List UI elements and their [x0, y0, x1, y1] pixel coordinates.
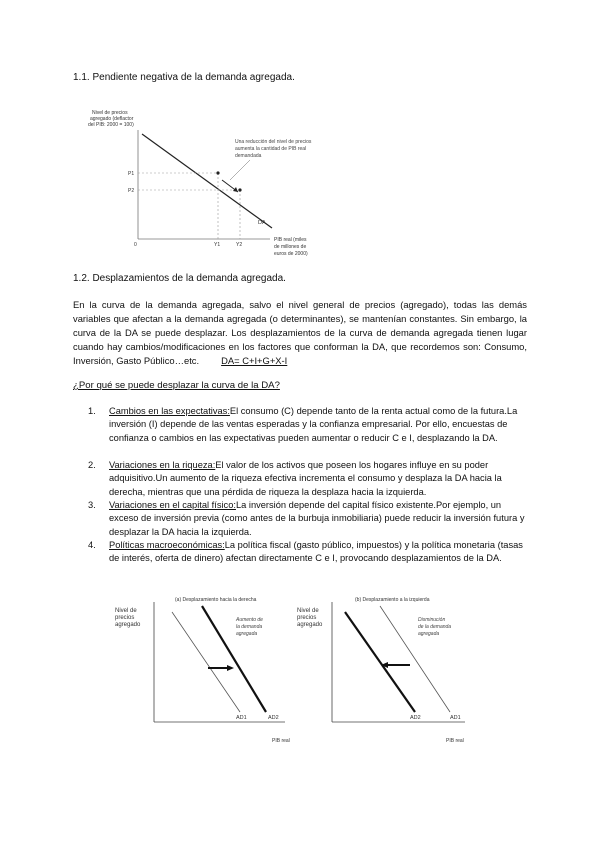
point-a	[216, 171, 219, 174]
list-number: 1.	[88, 406, 96, 416]
y-axis-label: Nivel de precios	[92, 110, 128, 116]
annotation-pointer	[230, 160, 250, 180]
list-item-title: Políticas macroeconómicas:	[109, 540, 225, 550]
list-item-text: La política fiscal (gasto público, impuestos) y la política monetaria (tasas de interés, oferta de dinero) afectan directamente C e I, provocando desplazamientos de la DA.	[109, 540, 523, 564]
list-item-title: Cambios en las expectativas:	[109, 406, 230, 416]
ad1-curve	[172, 612, 240, 712]
x-tick-label: Y1	[214, 242, 221, 248]
x-axis-label: de millones de	[274, 244, 307, 250]
panel-left-shift	[297, 597, 465, 744]
list-item-title: Variaciones en el capital físico:	[109, 500, 236, 510]
list-item	[90, 459, 530, 499]
y-axis-label: del PIB: 2000 = 100)	[88, 122, 134, 128]
panel-right-shift	[115, 597, 290, 744]
list-item	[90, 405, 530, 445]
list-number: 4.	[88, 540, 96, 550]
y-axis-label: agregado (deflactor	[90, 116, 134, 122]
ad2-curve	[345, 612, 415, 712]
list-number: 2.	[88, 460, 96, 470]
curve-label: AD1	[236, 715, 247, 721]
arrow-head	[233, 187, 238, 192]
aggregate-demand-figure	[80, 100, 320, 260]
origin-label: 0	[134, 242, 137, 248]
section-title-1-1: 1.1. Pendiente negativa de la demanda agregada.	[73, 72, 295, 83]
point-b	[238, 188, 241, 191]
y-axis-label: agregado	[115, 622, 141, 628]
y-axis-label: precios	[297, 615, 317, 621]
curve-label: DA	[258, 220, 266, 226]
shift-annotation: de la demanda	[418, 624, 452, 630]
list-item	[90, 499, 530, 539]
ad-shift-figure	[110, 592, 490, 752]
shift-annotation: Disminución	[418, 617, 446, 623]
panel-title: (b) Desplazamiento a la izquierda	[355, 597, 430, 603]
x-axis-label: PIB real	[272, 738, 290, 744]
list-item-text: El consumo (C) depende tanto de la renta actual como de la futura.La inversión (I) depende de las ventas esperadas y la confianza empresarial. Por ello, encuestas de confianza o cambios en las expectativas pueden aumentar o reducir C e I, desplazando la DA.	[109, 406, 518, 443]
list-item	[90, 539, 530, 566]
y-tick-label: P2	[128, 188, 135, 194]
shift-annotation: agregada	[236, 631, 258, 637]
y-axis-label: precios	[115, 615, 135, 621]
panel-title: (a) Desplazamiento hacia la derecha	[175, 597, 257, 603]
shift-annotation: la demanda	[236, 624, 263, 630]
list-item-text: El valor de los activos que poseen los hogares influye en su poder adquisitivo.Un aumento de la riqueza efectiva incrementa el consumo y desplaza la DA hacia la derecha, mientras que una pérdida de riqueza la desplaza hacia la izquierda.	[109, 460, 502, 497]
list-item-title: Variaciones en la riqueza:	[109, 460, 216, 470]
y-axis-label: Nivel de	[115, 608, 137, 614]
x-axis-label: euros de 2000)	[274, 251, 308, 257]
curve-label: AD2	[268, 715, 279, 721]
shift-annotation: agregada	[418, 631, 440, 637]
arrow-head	[227, 665, 234, 671]
y-axis-label: agregado	[297, 622, 323, 628]
shift-annotation: Aumento de	[236, 617, 263, 623]
curve-annotation: demandada	[235, 153, 262, 159]
curve-annotation: aumenta la cantidad de PIB real	[235, 146, 307, 152]
curve-annotation: Una reducción del nivel de precios	[235, 139, 312, 145]
x-axis-label: PIB real	[446, 738, 464, 744]
list-item-text: La inversión depende del capital físico existente.Por ejemplo, un exceso de inversión previa (como antes de la burbuja inmobiliaria) puede reducir la inversión futura y desplazar la DA hacia la izquierda.	[109, 500, 525, 537]
curve-label: AD1	[450, 715, 461, 721]
curve-label: AD2	[410, 715, 421, 721]
intro-paragraph	[73, 298, 527, 368]
section-title-1-2: 1.2. Desplazamientos de la demanda agregada.	[73, 273, 286, 284]
y-axis-label: Nivel de	[297, 608, 319, 614]
y-tick-label: P1	[128, 171, 135, 177]
intro-text: En la curva de la demanda agregada, salvo el nivel general de precios (agregado), todas las demás variables que afectan a la demanda agregada (o determinantes), se mantenían constantes. Sin embargo, la curva de la DA se puede desplazar. Los desplazamientos de la curva de demanda agregada tienen lugar cuando hay cambios/modificaciones en los factores que conforman la DA, que recordemos son: Consumo, Inversión, Gasto Público…etc.	[73, 299, 527, 366]
x-axis-label: PIB real (miles	[274, 237, 307, 243]
question-heading: ¿Por qué se puede desplazar la curva de la DA?	[73, 380, 280, 391]
x-tick-label: Y2	[236, 242, 243, 248]
da-formula: DA= C+I+G+X-I	[221, 355, 288, 366]
list-number: 3.	[88, 500, 96, 510]
